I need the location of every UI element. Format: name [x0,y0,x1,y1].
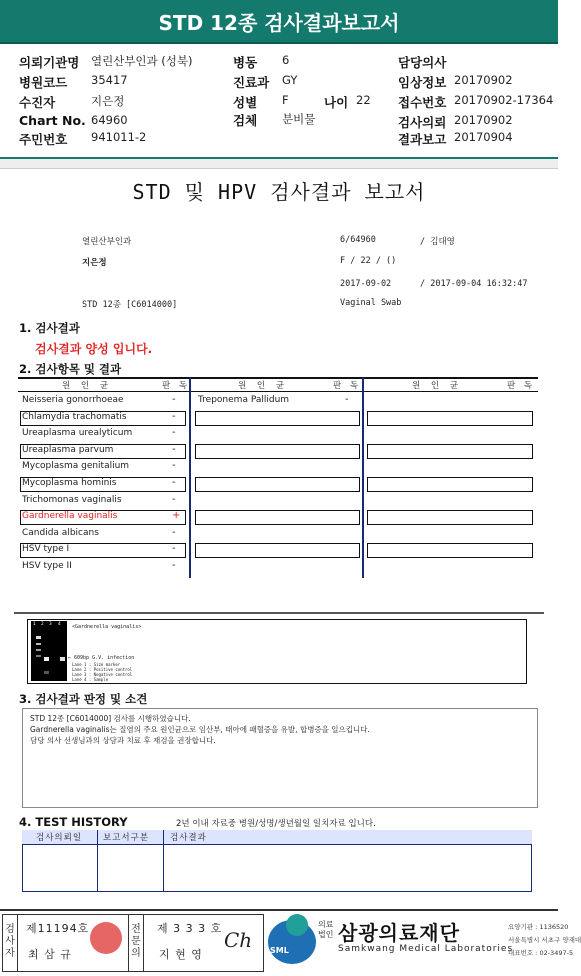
organism-name: Ureaplasma parvum [22,444,114,455]
patient-value: 지은정 [91,94,125,108]
col3-res-header: 판 독 [507,381,536,391]
organism-result: - [172,460,176,472]
header-divider [0,42,558,44]
result-summary: 검사결과 양성 입니다. [35,342,153,356]
organism-result: - [172,394,176,405]
section4-title: 4. TEST HISTORY [19,815,128,829]
organism-result: - [172,410,176,422]
organism-name: Neisseria gonorrhoeae [22,395,124,405]
gel-electrophoresis-image [31,621,67,681]
history-note: 2년 이내 자료중 병원/성명/생년월일 일치자료 입니다. [176,819,376,829]
gel-legend: Lane 4 : Sample [72,677,109,682]
report-patient: 지은정 [82,258,107,268]
empty-row-box [195,411,360,426]
report-hospital: 열린산부인과 [82,237,132,247]
organism-name: Gardnerella vaginalis [22,511,118,522]
chart-label: Chart No. [19,113,86,128]
clinical-value: 20170902 [454,73,513,87]
specialist-name: 지 현 영 [159,948,203,961]
page-gap-line [0,168,558,169]
sml-logo-text: SML [270,946,289,955]
report-date-value: 20170904 [454,130,513,144]
org-type: 의료법인 [318,920,334,939]
gel-lane-2: 2 [41,622,44,627]
report-sex-age: F / 22 / () [340,256,397,266]
report-date-label: 결과보고 [398,132,447,147]
receipt-label: 접수번호 [398,95,447,110]
report-date-reported: / 2017-09-04 16:32:47 [420,279,528,289]
section1-title: 1. 검사결과 [19,321,80,335]
specialist-vertical-label: 전문의 [131,924,141,959]
empty-row-box [195,543,360,558]
history-col-result: 검사결과 [170,833,207,843]
org-contact: 요양기관 : 1136520 [508,923,569,931]
empty-row-box [195,444,360,459]
organism-name: Ureaplasma urealyticum [22,428,133,439]
organism-result: - [172,543,176,555]
history-col-divider [163,830,164,892]
comment-line: Gardnerella vaginalis는 질염의 주요 원인균으로 임산부, 태아에 패혈증을 유발, 합병증을 일으킵니다. [30,725,370,734]
tester-vertical-label: 검사자 [5,924,15,959]
organism-name: HSV type II [22,561,72,571]
sex-label: 성별 [233,95,258,110]
request-label: 검사의뢰 [398,115,447,130]
specimen-label: 검체 [233,113,258,128]
history-col-type: 보고서구분 [103,833,150,843]
gel-band-label: ← 609bp G.V. infection [68,655,135,661]
code-value: 35417 [91,73,128,87]
organism-result: - [172,526,176,538]
report-chart-ward: 6/64960 [340,235,376,245]
col3-org-header: 원 인 균 [412,381,463,391]
report-date-received: 2017-09-02 [340,279,392,289]
organism-name: Candida albicans [22,527,99,538]
id-value: 941011-2 [91,130,147,144]
empty-row-box [367,444,533,459]
sig-divider [17,914,18,972]
hospital-value: 열린산부인과 (성북) [91,54,193,68]
gel-lane-3: 3 [49,622,52,627]
clinical-label: 임상정보 [398,75,447,90]
empty-row-box [367,510,533,525]
receipt-value: 20170902-17364 [454,93,554,107]
organism-name: Mycoplasma genitalium [22,461,130,472]
col2-res-header: 판 독 [333,381,362,391]
official-seal [90,922,122,954]
table-column-divider [362,377,364,578]
empty-row-box [195,477,360,492]
organism-result: - [172,427,176,439]
organism-result: - [172,477,176,488]
org-contact: 대표번호 : 02-3497-5 [508,949,574,957]
table-column-divider [189,377,191,578]
col1-org-header: 원 인 균 [62,381,113,391]
organism-result: - [172,493,176,505]
organism-name: Mycoplasma hominis [22,478,117,488]
comment-line: STD 12종 [C6014000] 검사를 시행하였습니다. [30,714,191,723]
sml-logo-accent [286,914,308,936]
empty-row-box [367,477,533,492]
section-divider [14,612,544,614]
doctor-label: 담당의사 [398,55,447,70]
organism-name: Treponema Pallidum [198,395,290,405]
report-specimen: Vaginal Swab [340,298,402,308]
org-name: 삼광의료재단 [338,921,460,945]
report-header: STD 12종 검사결과보고서 [0,0,558,42]
dept-label: 진료과 [233,75,270,90]
specialist-signature: Ch [224,928,253,952]
tester-name: 최 삼 규 [28,948,72,961]
chart-value: 64960 [91,113,128,127]
empty-row-box [195,510,360,525]
request-value: 20170902 [454,113,513,127]
comment-line: 담당 의사 선생님과의 상담과 치료 후 재검을 권장합니다. [30,736,216,745]
organism-result: - [345,394,349,405]
organism-result: - [172,560,176,571]
gel-legend: Lane 3 : Negative control [72,672,133,677]
age-value: 22 [356,93,371,107]
dept-value: GY [282,73,298,87]
code-label: 병원코드 [19,75,68,90]
org-contact: 서울특별시 서초구 양재대 [508,936,581,944]
table-header-rule [18,391,538,392]
gel-legend: Lane 2 : Positive control [72,667,133,672]
specimen-value: 분비물 [282,112,316,126]
sig-divider [128,914,129,972]
empty-row-box [367,543,533,558]
organism-name: HSV type I [22,544,70,555]
organism-result: + [172,510,181,522]
history-col-request: 검사의뢰일 [36,833,83,843]
section2-title: 2. 검사항목 및 결과 [19,362,122,376]
history-table-header [22,830,532,845]
ward-label: 병동 [233,55,258,70]
report-title: STD 및 HPV 검사결과 보고서 [132,180,426,204]
empty-row-box [367,411,533,426]
organism-result: - [172,443,176,455]
patient-label: 수진자 [19,95,56,110]
sig-divider [143,914,144,972]
gel-lane-4: 4 [58,622,61,627]
id-label: 주민번호 [19,132,68,147]
org-english-name: Samkwang Medical Laboratories [338,944,514,954]
gel-legend: Lane 1 : Size marker [72,662,121,667]
ward-value: 6 [282,53,290,67]
report-test: STD 12종 [C6014000] [82,300,178,310]
col2-org-header: 원 인 균 [238,381,289,391]
gel-lane-1: 1 [33,622,36,627]
col1-res-header: 판 독 [162,381,191,391]
organism-name: Chlamydia trachomatis [22,411,127,422]
report-doctor: / 김대영 [420,237,455,247]
section3-title: 3. 검사결과 판정 및 소견 [19,692,148,706]
history-col-divider [97,830,98,892]
organism-name: Trichomonas vaginalis [22,494,122,505]
footer-divider [0,909,558,911]
tester-license: 제11194호 [26,922,90,935]
sex-value: F [282,93,289,107]
hospital-label: 의뢰기관명 [19,55,80,70]
page-gap [0,159,558,168]
gel-title: <Gardnerella vaginalis> [72,624,142,630]
specialist-license: 제 3 3 3 호 [157,922,223,935]
age-label: 나이 [324,95,349,110]
